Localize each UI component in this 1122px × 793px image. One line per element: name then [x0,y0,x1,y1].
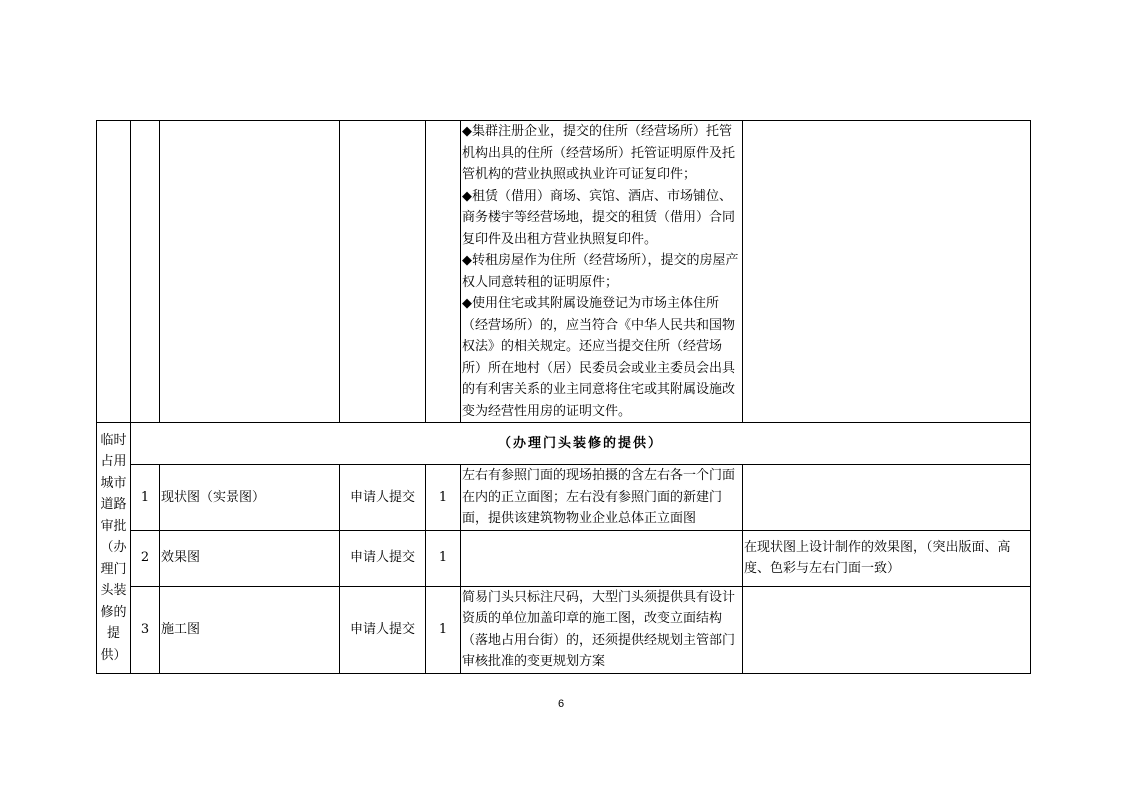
source-cell-empty [340,121,426,423]
category-cell-empty [97,121,131,423]
note-sublease: ◆转租房屋作为住所（经营场所），提交的房屋产权人同意转租的证明原件； [462,253,739,290]
material-requirement: 简易门头只标注尺码，大型门头须提供具有设计资质的单位加盖印章的施工图，改变立面结构（落地占用台街）的，还须提供经规划主管部门审核批准的变更规划方案 [461,586,743,673]
section-header-row [97,423,1031,465]
material-requirement [461,530,743,586]
table-row [97,586,1031,673]
material-source: 申请人提交 [340,465,426,531]
note-lease: ◆租赁（借用）商场、宾馆、酒店、市场铺位、商务楼宇等经营场地，提交的租赁（借用）合同复印件及出租方营业执照复印件。 [462,188,736,247]
material-remark: 在现状图上设计制作的效果图，（突出版面、高度、色彩与左右门面一致） [743,530,1031,586]
material-remark [743,465,1031,531]
material-name: 效果图 [160,530,340,586]
material-copies: 1 [426,530,461,586]
material-source: 申请人提交 [340,586,426,673]
row-number: 1 [131,465,160,531]
material-copies: 1 [426,465,461,531]
number-cell-empty [131,121,160,423]
row-number: 2 [131,530,160,586]
material-name: 现状图（实景图） [160,465,340,531]
material-name: 施工图 [160,586,340,673]
material-source: 申请人提交 [340,530,426,586]
material-remark [743,586,1031,673]
table-row-continuation [97,121,1031,423]
remark-cell-empty [743,121,1031,423]
category-cell: 临时占用城市道路审批（办理门头装修的提供） [97,423,131,674]
note-cluster-registration: ◆集群注册企业，提交的住所（经营场所）托管机构出具的住所（经营场所）托管证明原件及托管机构的营业执照或执业许可证复印件； [462,124,736,182]
page-number: 6 [557,698,565,710]
requirements-table [96,120,1031,674]
section-title: （办理门头装修的提供） [131,423,1031,465]
note-residential-use: ◆使用住宅或其附属设施登记为市场主体住所（经营场所）的，应当符合《中华人民共和国物权法》的相关规定。还应当提交住所（经营场所）所在地村（居）民委员会或业主委员会出具的有利害关系的业主同意将住宅或其附属设施改变为经营性用房的证明文件。 [462,296,736,419]
table-row [97,465,1031,531]
material-requirement: 左右有参照门面的现场拍摄的含左右各一个门面在内的正立面图；左右没有参照门面的新建门面，提供该建筑物物业企业总体正立面图 [461,465,743,531]
requirements-notes-cell [461,121,743,423]
material-copies: 1 [426,586,461,673]
material-name-cell-empty [160,121,340,423]
row-number: 3 [131,586,160,673]
table-row [97,530,1031,586]
copies-cell-empty [426,121,461,423]
